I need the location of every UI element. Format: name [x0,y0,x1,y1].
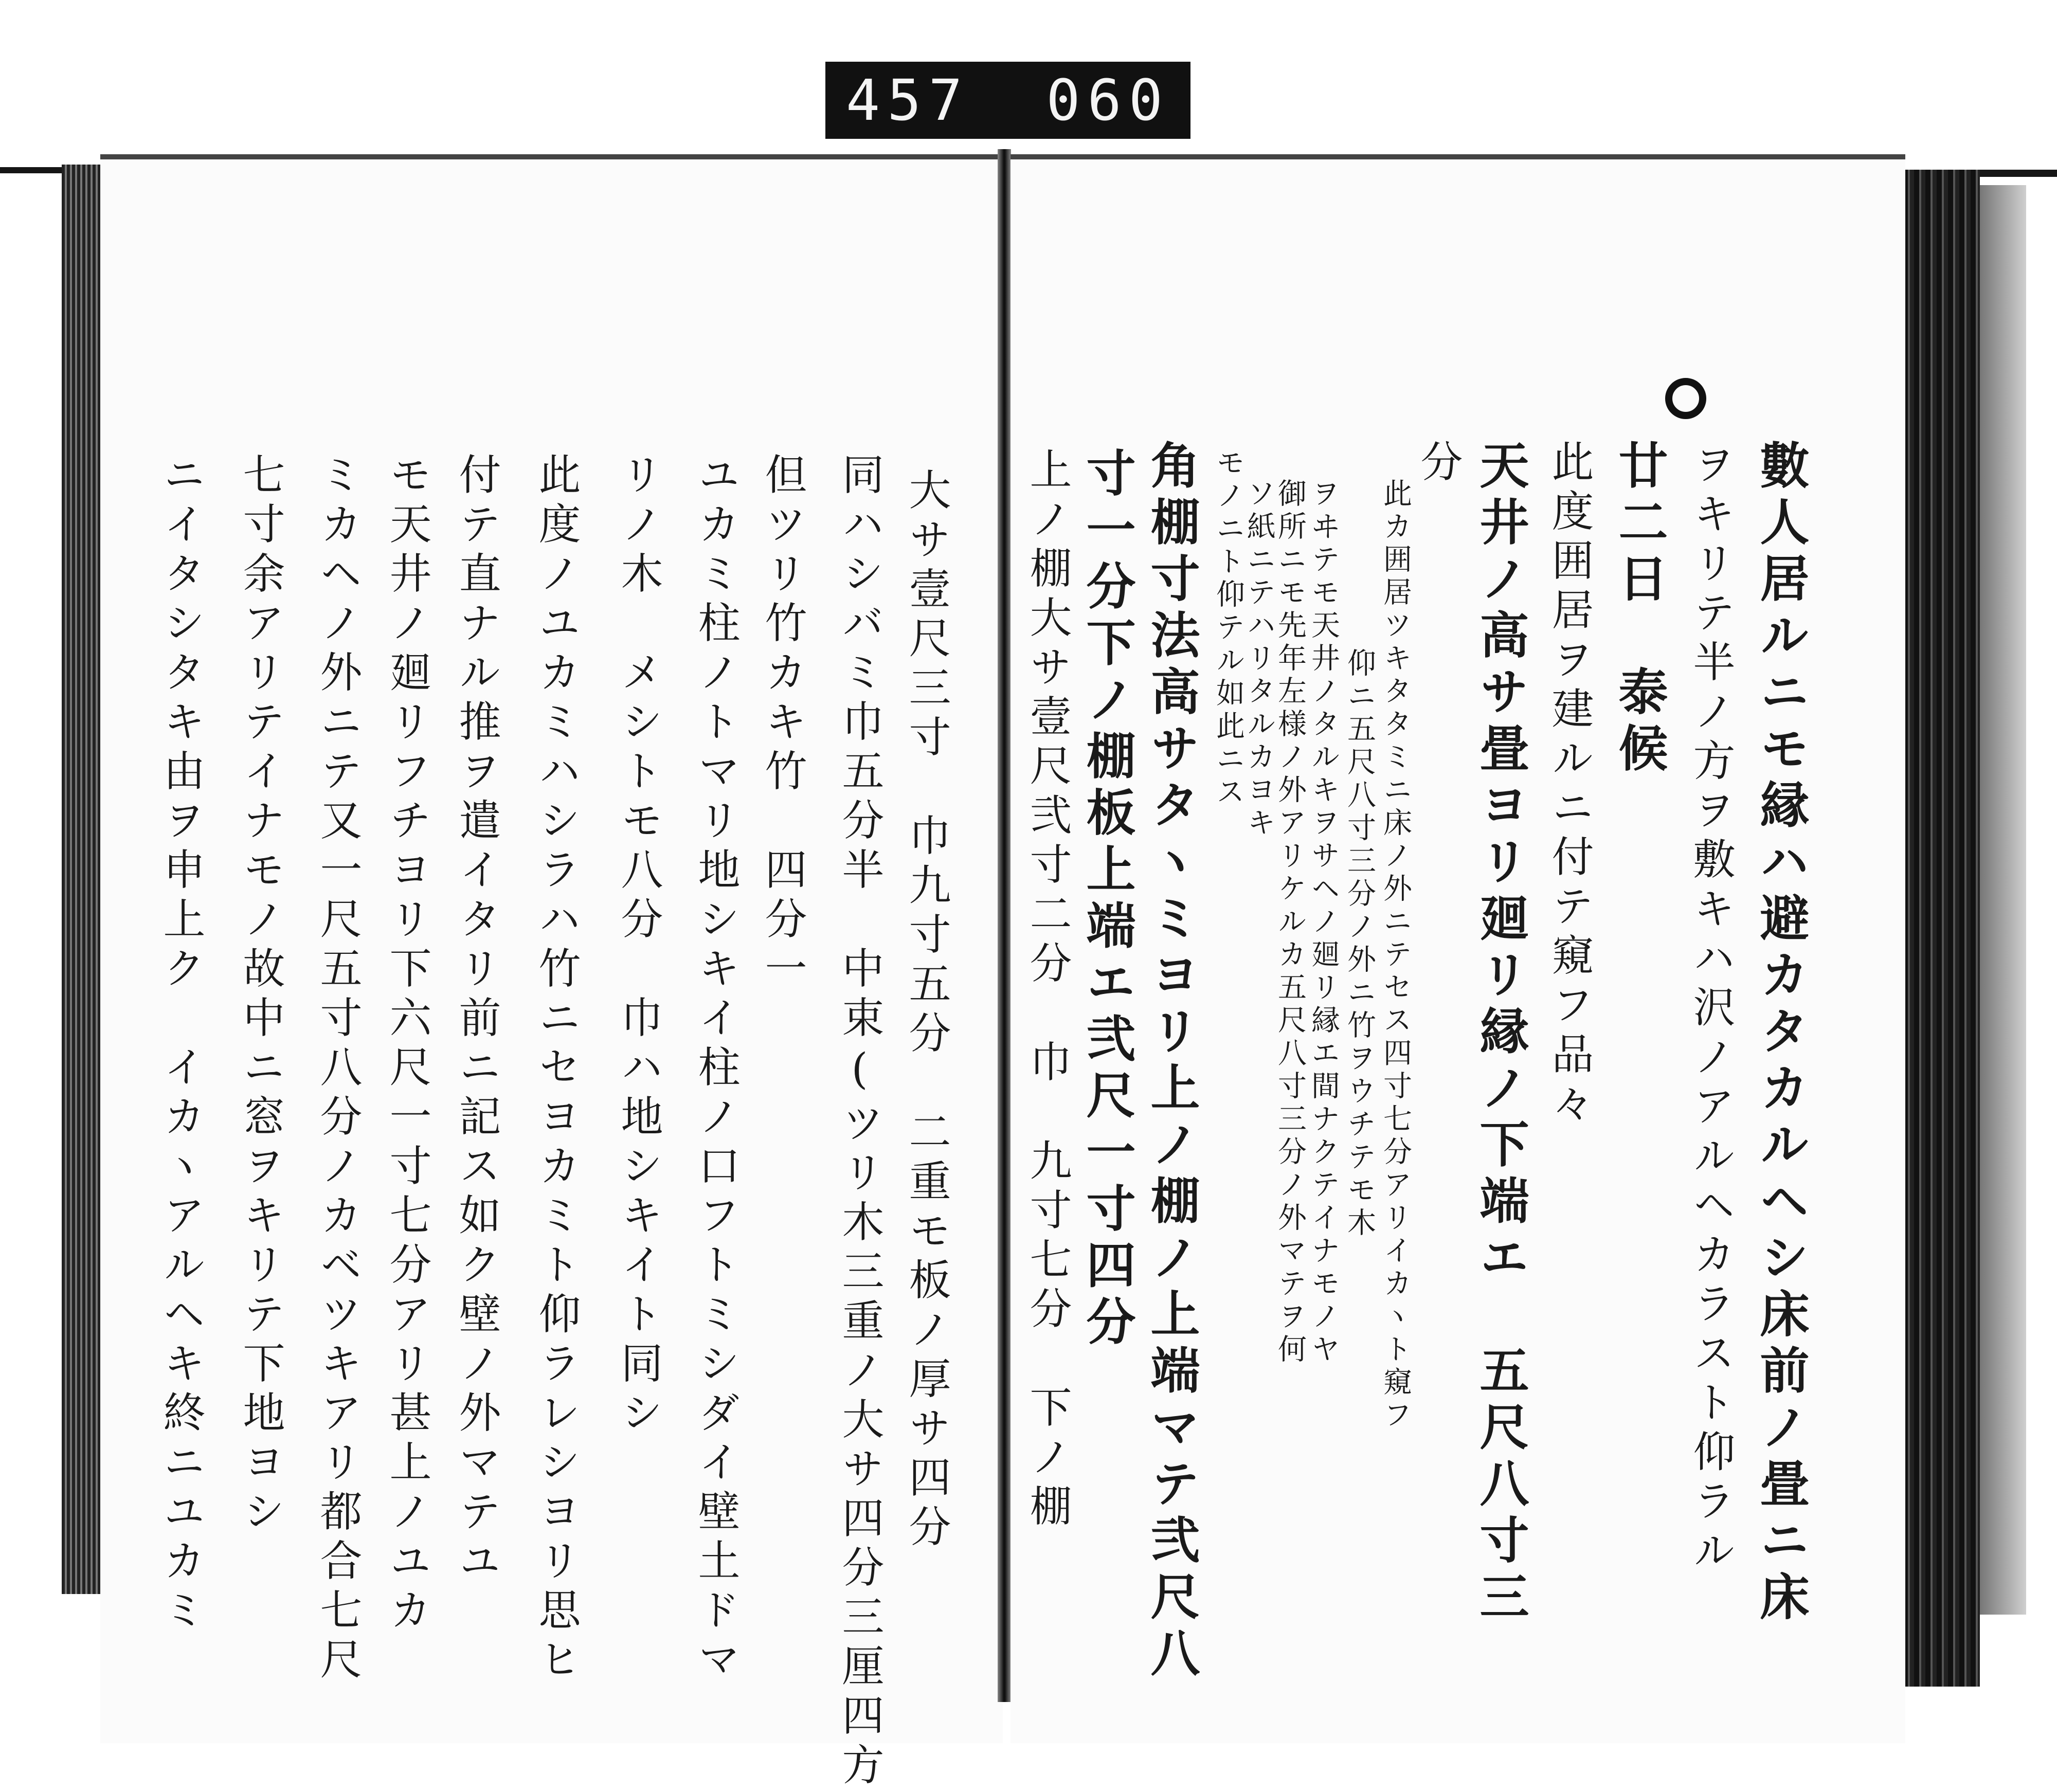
right-page [1011,154,1905,1743]
right-page-col-12: モノニト仰テル如此ニス [1212,447,1245,809]
reel-right-number: 060 [1046,67,1170,133]
left-page-col-1: 大サ壹尺三寸 巾九寸五分 二重モ板ノ厚サ四分 [902,468,951,1554]
book-top-edge-right [1977,170,2057,177]
reel-left-number: 457 [846,67,970,133]
right-page-col-10: 御所ニモ先年左様ノ外アリケルカ五尺八寸三分ノ外マテヲ何 [1273,478,1307,1367]
left-page-col-10: 七寸余アリテイナモノ故中ニ窓ヲキリテ下地ヨシ [236,452,285,1538]
right-page-edges [1903,170,1980,1687]
reel-number-label [825,62,1190,139]
right-page-col-6: 分 [1414,440,1463,489]
left-page [100,154,1003,1792]
left-page-col-3: 但ツリ竹カキ竹 四分一 [758,452,807,995]
left-page-col-11: ニイタシタキ由ヲ申上ク イカヽアルヘキ終ニユカミ [156,452,205,1637]
right-page-col-9: ヲヰテモ天井ノタルキヲサヘノ廻リ縁エ間ナクテイナモノヤ [1307,478,1340,1367]
left-page-col-9: ミカヘノ外ニテ又一尺五寸八分ノカベツキアリ都合七尺 [313,452,362,1687]
left-page-edges [62,165,103,1594]
left-page-col-7: 付テ直ナル推ヲ遣イタリ前ニ記ス如ク壁ノ外マテユ [452,452,501,1588]
left-page-col-4: ユカミ柱ノトマリ地シキイ柱ノ口フトミシダイ壁土ドマ [691,452,740,1687]
right-page-col-15: 上ノ棚大サ壹尺弐寸二分 巾 九寸七分 下ノ棚 [1023,447,1072,1533]
left-page-col-6: 此度ノユカミハシラハ竹ニセヨカミト仰ラレシヨリ思ヒ [532,452,581,1687]
right-page-col-5: 天井ノ高サ畳ヨリ廻リ縁ノ下端エ 五尺八寸三 [1472,440,1530,1627]
right-page-col-3: 廿二日 泰候 [1611,440,1669,779]
right-page-col-13: 角棚寸法高サタヽミヨリ上ノ棚ノ上端マテ弐尺八 [1143,440,1201,1684]
book-gutter [998,149,1011,1702]
right-page-col-14: 寸一分下ノ棚板上端エ弐尺一寸四分 [1078,447,1136,1352]
right-page-col-2: ヲキリテ半ノ方ヲ敷キハ沢ノアルヘカラスト仰ラル [1686,442,1735,1578]
right-page-col-7: 此カ囲居ツキタタミニ床ノ外ニテセス四寸七分アリイカヽト窺フ [1379,478,1412,1433]
entry-circle-marker [1665,378,1706,419]
left-page-col-8: モ天井ノ廻リフチヨリ下六尺一寸七分アリ甚上ノユカ [383,452,431,1637]
right-page-col-8: 仰ニ五尺八寸三分ノ外ニ竹ヲウチテモ木 [1343,648,1376,1240]
left-page-col-5: リノ木 メシトモ八分 巾ハ地シキイト同シ [614,452,663,1440]
right-page-col-1: 數人居ルニモ縁ハ避カタカルヘシ床前ノ畳ニ床 [1752,440,1810,1627]
left-page-col-2: 同ハシバミ巾五分半 中束(ツリ木三重ノ大サ四分三厘四方 [835,452,884,1792]
right-page-col-11: ソ紙ニテハリタルカヨキ [1242,478,1276,840]
right-page-col-4: 此度囲居ヲ建ルニ付テ窺フ品々 [1545,440,1594,1131]
right-edge-shadow [1980,185,2026,1615]
